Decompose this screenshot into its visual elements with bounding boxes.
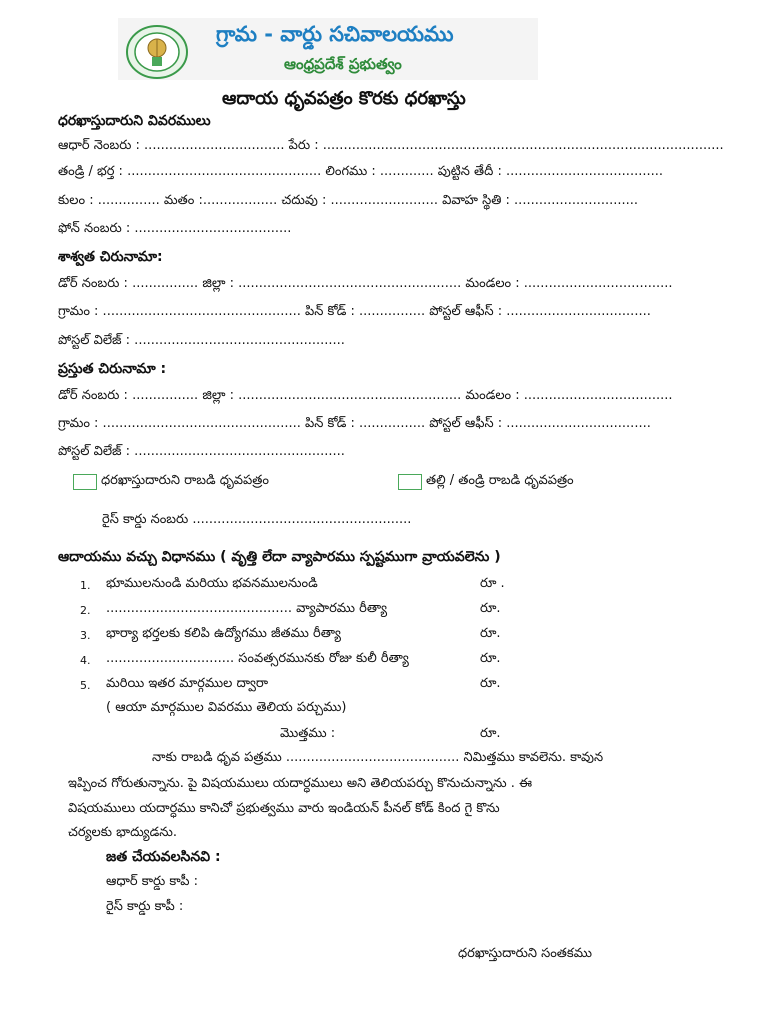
income-item-number: 2. <box>80 604 91 617</box>
header-subtitle: ఆంధ్రప్రదేశ్ ప్రభుత్వం <box>284 55 402 73</box>
present-row-door-district[interactable]: డోర్ నంబరు : ................ జిల్లా : ...................................................... మండలం : .................................... <box>58 388 673 403</box>
parent-income-checkbox[interactable] <box>398 474 422 490</box>
permanent-address-heading: శాశ్వత చిరునామా: <box>58 249 163 265</box>
header-title: గ్రామ - వార్డు సచివాలయము <box>216 22 454 46</box>
declaration-line-1: నాకు రాబడి ధృవ పత్రము .......................................... నిమిత్తము కావలెను. కావున <box>152 750 604 765</box>
applicant-income-checkbox[interactable] <box>73 474 97 490</box>
declaration-line-4: చర్యలకు భాద్యుడను. <box>68 825 177 840</box>
income-item-number: 4. <box>80 654 91 667</box>
applicant-row-aadhaar-name[interactable]: ఆధార్ నెంబరు : .................................. పేరు : ................................................................................................. <box>58 138 724 153</box>
permanent-row-village-pin[interactable]: గ్రామం : ................................................ పిన్ కోడ్ : ................ పోస్టల్ ఆఫీస్ : ................................... <box>58 304 651 319</box>
income-item-amount[interactable]: రూ. <box>480 676 501 691</box>
present-row-village-pin[interactable]: గ్రామం : ................................................ పిన్ కోడ్ : ................ పోస్టల్ ఆఫీస్ : ................................... <box>58 416 651 431</box>
income-item-text[interactable]: ............................................. వ్యాపారము రీత్యా <box>106 601 388 616</box>
income-item-amount[interactable]: రూ . <box>480 576 505 591</box>
ap-emblem-logo <box>125 24 189 80</box>
present-row-postal-village[interactable]: పోస్టల్ విలేజ్ : ................................................... <box>58 444 345 459</box>
income-item-text[interactable]: ............................... సంవత్సరమునకు రోజు కులీ రీత్యా <box>106 651 409 666</box>
income-item-number: 1. <box>80 579 91 592</box>
applicant-heading: ధరఖాస్తుదారుని వివరములు <box>58 113 211 129</box>
rice-card-row[interactable]: రైస్ కార్డు నంబరు ..................................................... <box>102 512 412 527</box>
permanent-row-door-district[interactable]: డోర్ నంబరు : ................ జిల్లా : ...................................................... మండలం : .................................... <box>58 276 673 291</box>
rice-card-copy-label: రైస్ కార్డు కాపీ : <box>106 899 184 914</box>
declaration-line-3: విషయములు యదార్ధము కానిచో ప్రభుత్వము వారు ఇండియన్ పీనల్ కోడ్ కింద గై కొను <box>68 801 500 816</box>
declaration-line-2: ఇప్పించ గోరుతున్నాను. పై విషయములు యదార్ధములు అని తెలియపర్చు కొనుచున్నాను . ఈ <box>68 776 532 791</box>
income-total-label: మొత్తము : <box>280 726 336 741</box>
attachments-heading: జత చేయవలసినవి : <box>106 849 221 865</box>
applicant-income-option-label: ధరఖాస్తుదారుని రాబడి ధృవపత్రం <box>101 473 269 488</box>
present-address-heading: ప్రస్తుత చిరునామా : <box>58 361 167 377</box>
parent-income-option-label: తల్లి / తండ్రి రాబడి ధృవపత్రం <box>426 473 574 488</box>
income-note: ( ఆయా మార్గముల వివరము తెలియ పర్చుము) <box>106 700 347 715</box>
income-source-heading: ఆదాయము వచ్చు విధానము ( వృత్తి లేదా వ్యాపారము స్పష్టముగా వ్రాయవలెను ) <box>58 549 501 565</box>
income-item-number: 5. <box>80 679 91 692</box>
income-item-amount[interactable]: రూ. <box>480 651 501 666</box>
income-item-amount[interactable]: రూ. <box>480 626 501 641</box>
form-title: ఆదాయ ధృవపత్రం కొరకు ధరఖాస్తు <box>222 88 466 109</box>
income-total-amount[interactable]: రూ. <box>480 726 501 741</box>
permanent-row-postal-village[interactable]: పోస్టల్ విలేజ్ : ................................................... <box>58 333 345 348</box>
income-item-text: మరియి ఇతర మార్గముల ద్వారా <box>106 676 269 691</box>
applicant-signature-label: ధరఖాస్తుదారుని సంతకము <box>458 946 592 961</box>
income-item-text: భార్యా భర్తలకు కలిపి ఉద్యోగము జీతము రీత్యా <box>106 626 341 641</box>
aadhaar-copy-label: ఆధార్ కార్డు కాపీ : <box>106 874 198 889</box>
applicant-row-caste-religion-education[interactable]: కులం : ............... మతం :.................. చదువు : .......................... వివాహ స్థితి : .............................. <box>58 193 639 208</box>
income-item-text: భూములనుండి మరియు భవనములనుండి <box>106 576 318 591</box>
applicant-row-father-gender-dob[interactable]: తండ్రి / భర్త : ............................................... లింగము : ............. పుట్టిన తేదీ : ...................................... <box>58 164 664 179</box>
applicant-row-phone[interactable]: ఫోన్ నంబరు : ...................................... <box>58 221 292 236</box>
income-item-number: 3. <box>80 629 91 642</box>
income-item-amount[interactable]: రూ. <box>480 601 501 616</box>
